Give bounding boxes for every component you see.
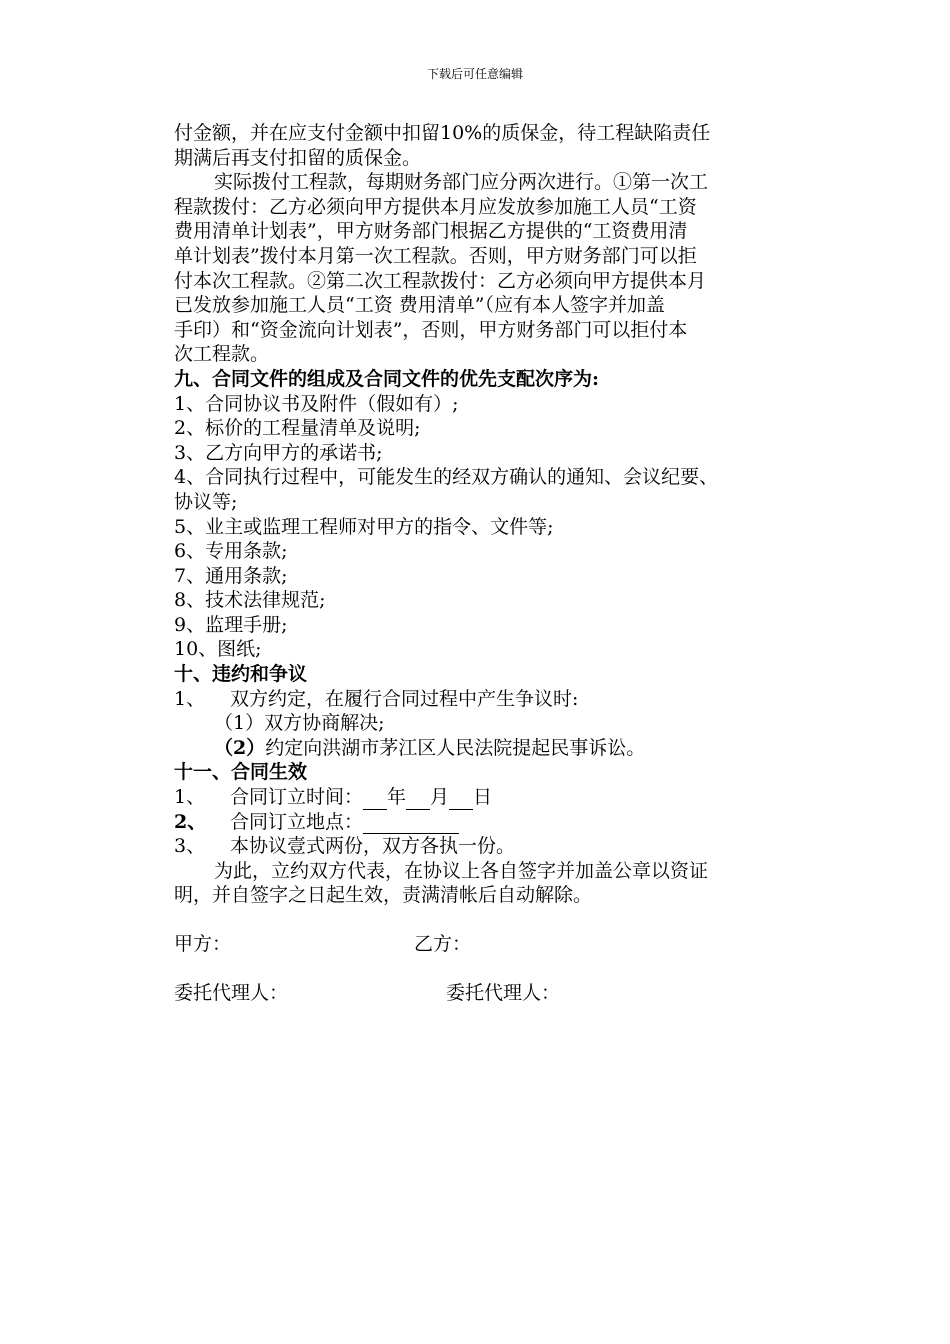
list-item: 协议等; bbox=[174, 490, 238, 513]
payment-paragraph bbox=[174, 121, 814, 367]
text-line: 单计划表”拨付本月第一次工程款。否则，甲方财务部门可以拒 bbox=[174, 244, 697, 267]
page-header: 下载后可任意编辑 bbox=[426, 67, 523, 81]
list-item bbox=[174, 834, 814, 859]
agent-a-label: 委托代理人： bbox=[174, 982, 289, 1004]
year-blank[interactable] bbox=[363, 789, 387, 810]
sub-item bbox=[174, 736, 814, 761]
list-item: 2、标价的工程量清单及说明; bbox=[174, 417, 421, 440]
section-11 bbox=[174, 760, 814, 908]
item-label: 合同订立地点： bbox=[230, 810, 364, 833]
list-item: 3、乙方向甲方的承诺书; bbox=[174, 441, 383, 464]
signature-row-party bbox=[174, 932, 814, 957]
section-heading: 九、合同文件的组成及合同文件的优先支配次序为: bbox=[174, 367, 600, 390]
text-line: 付本次工程款。②第二次工程款拨付：乙方必须向甲方提供本月 bbox=[174, 269, 707, 292]
closing-line: 明，并自签字之日起生效，责满清帐后自动解除。 bbox=[174, 884, 593, 907]
text-line: 手印）和“资金流向计划表”，否则，甲方财务部门可以拒付本 bbox=[174, 318, 688, 341]
spacer bbox=[174, 957, 814, 981]
item-number: 3、 bbox=[174, 835, 206, 858]
sub-item-number: （2） bbox=[214, 736, 266, 759]
item-label: 合同订立时间： bbox=[230, 786, 364, 809]
text-line: 程款拨付：乙方必须向甲方提供本月应发放参加施工人员“工资 bbox=[174, 195, 697, 218]
item-number: 1、 bbox=[174, 786, 206, 809]
list-item bbox=[174, 687, 814, 712]
item-text: 本协议壹式两份，双方各执一份。 bbox=[230, 835, 516, 858]
month-blank[interactable] bbox=[406, 789, 430, 810]
section-heading: 十一、合同生效 bbox=[174, 761, 308, 784]
list-item: 9、监理手册; bbox=[174, 613, 288, 636]
section-10 bbox=[174, 662, 814, 760]
text-line: 实际拨付工程款，每期财务部门应分两次进行。①第一次工 bbox=[214, 171, 709, 194]
section-9 bbox=[174, 367, 814, 662]
spacer bbox=[174, 908, 814, 932]
day-label: 日 bbox=[473, 786, 493, 809]
list-item: 7、通用条款; bbox=[174, 564, 288, 587]
list-item: 1、合同协议书及附件（假如有）; bbox=[174, 392, 459, 415]
list-item bbox=[174, 785, 814, 810]
year-label: 年 bbox=[387, 786, 407, 809]
text-line: 期满后再支付扣留的质保金。 bbox=[174, 146, 422, 169]
sub-item-text: 约定向洪湖市茅江区人民法院提起民事诉讼。 bbox=[265, 736, 646, 759]
list-item bbox=[174, 810, 814, 835]
place-blank[interactable] bbox=[363, 813, 459, 834]
item-number: 2、 bbox=[174, 810, 207, 833]
list-item: 6、专用条款; bbox=[174, 540, 288, 563]
text-line: 费用清单计划表”，甲方财务部门根据乙方提供的“工资费用清 bbox=[174, 220, 688, 243]
closing-line: 为此，立约双方代表，在协议上各自签字并加盖公章以资证 bbox=[214, 859, 709, 882]
day-blank[interactable] bbox=[449, 789, 473, 810]
signature-row-agent bbox=[174, 981, 814, 1006]
sub-item: （1）双方协商解决; bbox=[214, 712, 385, 735]
list-item: 8、技术法律规范; bbox=[174, 589, 326, 612]
text-line: 已发放参加施工人员“工资 费用清单”（应有本人签字并加盖 bbox=[174, 294, 665, 317]
party-b-label: 乙方： bbox=[414, 933, 472, 955]
section-heading: 十、违约和争议 bbox=[174, 663, 308, 686]
text-line: 次工程款。 bbox=[174, 343, 270, 366]
item-number: 1、 bbox=[174, 687, 206, 710]
list-item: 4、合同执行过程中，可能发生的经双方确认的通知、会议纪要、 bbox=[174, 466, 719, 489]
list-item: 10、图纸; bbox=[174, 638, 262, 661]
item-text: 双方约定，在履行合同过程中产生争议时: bbox=[230, 687, 579, 710]
month-label: 月 bbox=[430, 786, 450, 809]
list-item: 5、业主或监理工程师对甲方的指令、文件等; bbox=[174, 515, 554, 538]
party-a-label: 甲方： bbox=[174, 933, 232, 955]
text-line: 付金额，并在应支付金额中扣留10%的质保金，待工程缺陷责任 bbox=[174, 122, 711, 144]
agent-b-label: 委托代理人： bbox=[446, 982, 561, 1004]
document-body bbox=[174, 121, 814, 1006]
